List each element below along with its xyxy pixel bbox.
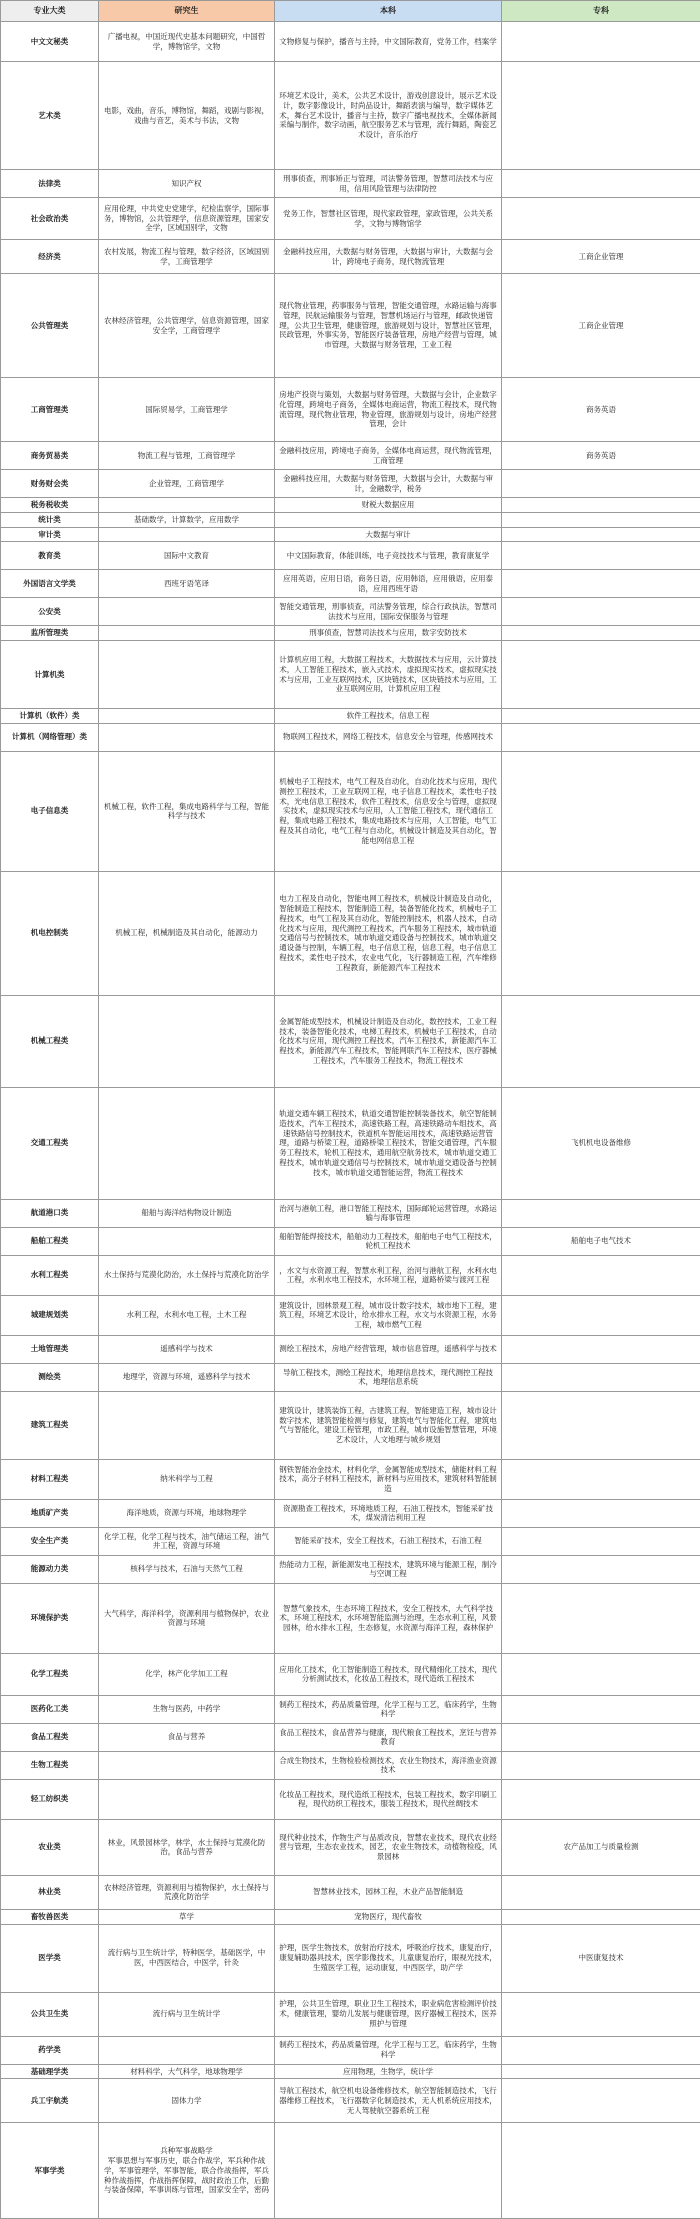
graduate-cell — [99, 1295, 275, 1335]
graduate-cell — [99, 1555, 275, 1583]
graduate-text: 材料科学，大气科学，地球物理学 — [102, 2067, 271, 2077]
category-cell: 食品工程类 — [1, 1723, 99, 1751]
college-cell — [502, 598, 700, 626]
undergraduate-cell: 合成生物技术，生物检验检测技术，农业生物技术，海洋渔业资源技术 — [275, 1751, 502, 1779]
table-row — [1, 1751, 700, 1779]
college-cell — [502, 1199, 700, 1227]
graduate-cell — [99, 240, 275, 274]
college-cell — [502, 1751, 700, 1779]
college-cell — [502, 1499, 700, 1527]
table-row — [1, 1527, 700, 1555]
graduate-cell — [99, 512, 275, 527]
college-cell — [502, 1527, 700, 1555]
graduate-cell — [99, 1363, 275, 1391]
table-row — [1, 512, 700, 527]
graduate-cell — [99, 2064, 275, 2079]
college-cell: 商务英语 — [502, 378, 700, 442]
college-cell: 工商企业管理 — [502, 240, 700, 274]
category-cell: 社会政治类 — [1, 198, 99, 240]
table-row — [1, 170, 700, 198]
table-row — [1, 1695, 700, 1723]
undergraduate-cell: 金属智能成型技术，机械设计制造及自动化，数控技术，工业工程技术，装备智能化技术，电梯工程技术，机械电子工程技术，自动化技术与应用，现代测控工程技术，汽车工程技术，新能源汽车工程技术，新能源汽车工程技术，智能网联汽车工程技术，医疗器械工程技术，汽车服务工程技术，物流工程技术 — [275, 995, 502, 1087]
undergraduate-cell: 船舶智能焊接技术，船舶动力工程技术，船舶电子电气工程技术，轮机工程技术 — [275, 1227, 502, 1255]
college-cell — [502, 527, 700, 542]
college-cell — [502, 1255, 700, 1295]
graduate-cell — [99, 2123, 275, 2219]
college-cell — [502, 1391, 700, 1459]
undergraduate-cell: 建筑设计，建筑装饰工程，古建筑工程，智能建造工程，城市设计数字技术，建筑智能检测与修复，建筑电气与智能化工程，建筑电气与智能化，建设工程管理，市政工程，城市设施智慧管理，环境艺术设计，人文地理与城乡规划 — [275, 1391, 502, 1459]
undergraduate-cell: 护理，医学生物技术，放射治疗技术，呼吸治疗技术，康复治疗，康复辅助器具技术，医学影像技术，儿童康复治疗，眼视光技术，生殖医学工程，运动康复，中西医学，助产学 — [275, 1924, 502, 1992]
college-cell — [502, 1335, 700, 1363]
table-body — [1, 22, 700, 2219]
table-row — [1, 1335, 700, 1363]
graduate-cell — [99, 1087, 275, 1199]
college-cell — [502, 170, 700, 198]
graduate-text: 化学工程，化学工程与技术，油气储运工程，油气井工程，资源与环境 — [102, 1532, 271, 1552]
table-row — [1, 378, 700, 442]
graduate-cell — [99, 2079, 275, 2123]
category-cell: 安全生产类 — [1, 1527, 99, 1555]
undergraduate-cell: 金融科技应用，大数据与财务管理，大数据与会计，大数据与审计，金融数学，税务 — [275, 470, 502, 498]
college-cell — [502, 709, 700, 724]
graduate-text: 核科学与技术，石油与天然气工程 — [102, 1564, 271, 1574]
college-cell: 工商企业管理 — [502, 274, 700, 378]
undergraduate-cell: 软件工程技术，信息工程 — [275, 709, 502, 724]
graduate-cell — [99, 62, 275, 170]
undergraduate-cell: 资源勘查工程技术，环境地质工程，石油工程技术，智能采矿技术，煤炭清洁利用工程 — [275, 1499, 502, 1527]
graduate-cell — [99, 1653, 275, 1695]
table-row — [1, 1227, 700, 1255]
graduate-text: 军事思想与军事历史，联合作战学，军兵种作战学，军事管理学，军事智能，联合作战指挥，军兵种作战指挥，作战指挥保障，战时政治工作，后勤与装备保障，军事训练与管理，国家安全学，密码 — [102, 2156, 271, 2195]
graduate-text: 食品与营养 — [102, 1732, 271, 1742]
undergraduate-cell: 应用物理，生物学，统计学 — [275, 2064, 502, 2079]
category-cell: 土地管理类 — [1, 1335, 99, 1363]
undergraduate-cell: 智慧气象技术，生态环境工程技术，安全工程技术，大气科学技术，环境工程技术，水环境智能监测与治理，生态水利工程，风景园林，给水排水工程，生态修复，水资源与海洋工程，森林保护 — [275, 1583, 502, 1653]
graduate-cell — [99, 527, 275, 542]
graduate-text: 生物与医药，中药学 — [102, 1704, 271, 1714]
table-row — [1, 2036, 700, 2064]
table-row — [1, 1583, 700, 1653]
college-cell: 农产品加工与质量检测 — [502, 1819, 700, 1875]
graduate-text: 农村发展，物流工程与管理，数字经济，区域国别学，工商管理学 — [102, 247, 271, 267]
college-cell — [502, 62, 700, 170]
graduate-text: 林业，风景园林学，林学，水土保持与荒漠化防治，食品与营养 — [102, 1838, 271, 1858]
graduate-text: 船舶与海洋结构物设计制造 — [102, 1208, 271, 1218]
table-row — [1, 470, 700, 498]
category-cell: 林业类 — [1, 1875, 99, 1909]
graduate-cell — [99, 442, 275, 470]
graduate-cell — [99, 22, 275, 62]
graduate-text: 地理学，资源与环境，遥感科学与技术 — [102, 1372, 271, 1382]
table-row — [1, 274, 700, 378]
undergraduate-cell: 电力工程及自动化，智能电网工程技术，机械设计制造及自动化，智能制造工程技术，智能制造工程，装备智能化技术，机械电子工程技术，电气工程及其自动化，智能控制技术，机器人技术，自动化技术与应用，现代测控工程技术，汽车服务工程技术，城市轨道交通信号与控制技术，城市轨道交通设备与控制技术，城市轨道交通设备与控制，车辆工程，电子信息工程，信息工程，电子信息工程技术，柔性电子技术，农业电气化，飞行器制造工程，汽车维修工程教育，新能源汽车工程技术 — [275, 871, 502, 995]
table-row — [1, 1819, 700, 1875]
category-cell: 航道港口类 — [1, 1199, 99, 1227]
graduate-cell — [99, 709, 275, 724]
category-cell: 法律类 — [1, 170, 99, 198]
undergraduate-cell: 金融科技应用，跨境电子商务，全媒体电商运营，现代物流管理，工商管理 — [275, 442, 502, 470]
undergraduate-cell: 钢铁智能冶金技术，材料化学，金属智能成型技术，储能材料工程技术，高分子材料工程技术，新材料与应用技术，建筑材料智能制造 — [275, 1459, 502, 1499]
table-row — [1, 498, 700, 513]
graduate-cell — [99, 498, 275, 513]
graduate-cell — [99, 641, 275, 709]
graduate-text: 农林经济管理，公共管理学，信息资源管理，国家安全学，工商管理学 — [102, 316, 271, 336]
category-cell: 城建规划类 — [1, 1295, 99, 1335]
college-cell — [502, 723, 700, 751]
category-cell: 艺术类 — [1, 62, 99, 170]
graduate-cell — [99, 1751, 275, 1779]
graduate-cell — [99, 1723, 275, 1751]
graduate-text: 广播电视，中国近现代史基本问题研究，中国哲学，博物馆学，文物 — [102, 32, 271, 52]
category-cell: 地质矿产类 — [1, 1499, 99, 1527]
table-row — [1, 1363, 700, 1391]
graduate-cell — [99, 1695, 275, 1723]
college-cell — [502, 1695, 700, 1723]
category-cell: 公共卫生类 — [1, 1992, 99, 2036]
graduate-cell — [99, 871, 275, 995]
table-row — [1, 1255, 700, 1295]
table-row — [1, 626, 700, 641]
college-cell — [502, 1909, 700, 1924]
college-cell — [502, 542, 700, 570]
graduate-cell — [99, 1779, 275, 1819]
undergraduate-cell — [275, 2123, 502, 2219]
undergraduate-cell: 食品工程技术，食品营养与健康，现代粮食工程技术，烹饪与营养教育 — [275, 1723, 502, 1751]
table-row — [1, 1459, 700, 1499]
graduate-text: 海洋地质，资源与环境，地球物理学 — [102, 1508, 271, 1518]
header-undergraduate: 本科 — [275, 1, 502, 22]
graduate-cell — [99, 1992, 275, 2036]
undergraduate-cell: 物联网工程技术，网络工程技术，信息安全与管理，传感网技术 — [275, 723, 502, 751]
undergraduate-cell: 计算机应用工程，大数据工程技术，大数据技术与应用，云计算技术，人工智能工程技术，嵌入式技术，虚拟现实技术，虚拟现实技术与应用，工业互联网技术，区块链技术，区块链技术与应用，工业互联网应用，计算机应用工程 — [275, 641, 502, 709]
college-cell — [502, 2036, 700, 2064]
category-cell: 计算机（软件）类 — [1, 709, 99, 724]
table-row — [1, 198, 700, 240]
category-cell: 环境保护类 — [1, 1583, 99, 1653]
table-row — [1, 1924, 700, 1992]
category-cell: 税务税收类 — [1, 498, 99, 513]
college-cell — [502, 995, 700, 1087]
table-row — [1, 442, 700, 470]
undergraduate-cell: 应用化工技术，化工智能制造工程技术，现代精细化工技术，现代分析测试技术，化妆品工程技术，现代造纸工程技术 — [275, 1653, 502, 1695]
category-cell: 财务财会类 — [1, 470, 99, 498]
graduate-cell — [99, 1875, 275, 1909]
graduate-cell — [99, 751, 275, 871]
graduate-text: 企业管理，工商管理学 — [102, 479, 271, 489]
graduate-text: 电影，戏曲，音乐，博物馆，舞蹈，戏剧与影视，戏曲与音艺，美术与书法，文物 — [102, 106, 271, 126]
undergraduate-cell: 智慧林业技术，园林工程，木业产品智能制造 — [275, 1875, 502, 1909]
table-row — [1, 1087, 700, 1199]
table-row — [1, 871, 700, 995]
category-cell: 统计类 — [1, 512, 99, 527]
category-cell: 审计类 — [1, 527, 99, 542]
graduate-cell — [99, 1909, 275, 1924]
undergraduate-cell: 大数据与审计 — [275, 527, 502, 542]
graduate-text: 固体力学 — [102, 2096, 271, 2106]
category-cell: 公共管理类 — [1, 274, 99, 378]
category-cell: 交通工程类 — [1, 1087, 99, 1199]
college-cell — [502, 1779, 700, 1819]
category-cell: 农业类 — [1, 1819, 99, 1875]
graduate-text: 国际贸易学，工商管理学 — [102, 405, 271, 415]
graduate-text: 流行病与卫生统计学，特种医学，基础医学，中医，中西医结合，中医学，针灸 — [102, 1948, 271, 1968]
graduate-cell — [99, 1924, 275, 1992]
college-cell — [502, 1583, 700, 1653]
table-row — [1, 709, 700, 724]
graduate-text: 遥感科学与技术 — [102, 1344, 271, 1354]
graduate-text: 机械工程，机械制造及其自动化，能源动力 — [102, 928, 271, 938]
graduate-cell — [99, 274, 275, 378]
category-cell: 生物工程类 — [1, 1751, 99, 1779]
undergraduate-cell: 房地产投资与策划，大数据与财务管理，大数据与会计，企业数字化管理，跨境电子商务，全媒体电商运营，物流工程技术，现代物流管理，现代物业管理，物业管理，旅游规划与设计，房地产经营管理，会计 — [275, 378, 502, 442]
undergraduate-cell: 中文国际教育，体能训练，电子竞技技术与管理，教育康复学 — [275, 542, 502, 570]
undergraduate-cell: ，水文与水资源工程，智慧水利工程，治河与港航工程，水利水电工程，水利水电工程技术，水环境工程，道路桥梁与渡河工程 — [275, 1255, 502, 1295]
category-cell: 材料工程类 — [1, 1459, 99, 1499]
college-cell — [502, 626, 700, 641]
graduate-cell — [99, 1819, 275, 1875]
college-cell — [502, 1555, 700, 1583]
college-cell: 中医康复技术 — [502, 1924, 700, 1992]
undergraduate-cell — [275, 512, 502, 527]
table-row — [1, 22, 700, 62]
college-cell — [502, 498, 700, 513]
college-cell — [502, 1723, 700, 1751]
graduate-cell — [99, 1391, 275, 1459]
college-cell — [502, 1459, 700, 1499]
category-cell: 计算机类 — [1, 641, 99, 709]
graduate-text: 兵种军事战略学 — [102, 2146, 271, 2156]
table-row — [1, 1779, 700, 1819]
table-row — [1, 598, 700, 626]
undergraduate-cell: 治河与港航工程，港口智能工程技术，国际邮轮运营管理，水路运输与海事管理 — [275, 1199, 502, 1227]
category-cell: 轻工纺织类 — [1, 1779, 99, 1819]
college-cell — [502, 2123, 700, 2219]
graduate-text: 应用伦理，中共党史党建学，纪检监察学，国际事务，博物馆，公共管理学，信息资源管理，国家安全学，区域国别学，文物 — [102, 204, 271, 233]
graduate-cell — [99, 995, 275, 1087]
table-row — [1, 641, 700, 709]
category-cell: 测绘类 — [1, 1363, 99, 1391]
graduate-cell — [99, 1227, 275, 1255]
graduate-cell — [99, 1527, 275, 1555]
undergraduate-cell: 财税大数据应用 — [275, 498, 502, 513]
graduate-text: 大气科学，海洋科学，资源利用与植物保护，农业资源与环境 — [102, 1609, 271, 1629]
college-cell — [502, 1295, 700, 1335]
category-cell: 军事学类 — [1, 2123, 99, 2219]
undergraduate-cell: 环境艺术设计，美术，公共艺术设计，游戏创意设计，展示艺术设计，数字影像设计，时尚品设计，舞蹈表演与编导，数字媒体艺术，舞台艺术设计，播音与主持，数字广播电视技术，全媒体新闻采编与制作，数字动画，航空服务艺术与管理，流行舞蹈，陶瓷艺术设计，音乐治疗 — [275, 62, 502, 170]
undergraduate-cell: 金融科技应用，大数据与财务管理，大数据与审计，大数据与会计，跨境电子商务，现代物流管理 — [275, 240, 502, 274]
table-row — [1, 240, 700, 274]
category-cell: 经济类 — [1, 240, 99, 274]
category-cell: 能源动力类 — [1, 1555, 99, 1583]
undergraduate-cell: 党务工作，智慧社区管理，现代家政管理，家政管理，公共关系学，文物与博物馆学 — [275, 198, 502, 240]
undergraduate-cell: 智能交通管理，刑事侦查，司法警务管理，综合行政执法，智慧司法技术与应用，国际安保服务与管理 — [275, 598, 502, 626]
category-cell: 教育类 — [1, 542, 99, 570]
category-cell: 机械工程类 — [1, 995, 99, 1087]
graduate-cell — [99, 470, 275, 498]
table-row — [1, 62, 700, 170]
graduate-text: 水土保持与荒漠化防治，水土保持与荒漠化防治学 — [102, 1270, 271, 1280]
undergraduate-cell: 建筑设计，园林景观工程，城市设计数字技术，城市地下工程，建筑工程，环境艺术设计，给水排水工程，水文与水资源工程，水务工程，城市燃气工程 — [275, 1295, 502, 1335]
table-row — [1, 1499, 700, 1527]
graduate-text: 纳米科学与工程 — [102, 1474, 271, 1484]
category-cell: 药学类 — [1, 2036, 99, 2064]
college-cell — [502, 1992, 700, 2036]
undergraduate-cell: 化妆品工程技术，现代造纸工程技术，包装工程技术，数字印刷工程，现代纺织工程技术，服装工程技术，现代丝绸技术 — [275, 1779, 502, 1819]
category-cell: 水利工程类 — [1, 1255, 99, 1295]
college-cell — [502, 2079, 700, 2123]
graduate-cell — [99, 1459, 275, 1499]
college-cell — [502, 1875, 700, 1909]
header-college: 专科 — [502, 1, 700, 22]
college-cell: 船舶电子电气技术 — [502, 1227, 700, 1255]
college-cell — [502, 198, 700, 240]
undergraduate-cell: 热能动力工程，新能源发电工程技术，建筑环境与能源工程，制冷与空调工程 — [275, 1555, 502, 1583]
graduate-cell — [99, 1255, 275, 1295]
category-cell: 电子信息类 — [1, 751, 99, 871]
graduate-cell — [99, 570, 275, 598]
college-cell: 商务英语 — [502, 442, 700, 470]
graduate-cell — [99, 2036, 275, 2064]
table-row — [1, 2079, 700, 2123]
table-row — [1, 1875, 700, 1909]
category-cell: 船舶工程类 — [1, 1227, 99, 1255]
table-row — [1, 1555, 700, 1583]
college-cell — [502, 22, 700, 62]
graduate-text: 基础数学，计算数学，应用数学 — [102, 515, 271, 525]
table-row — [1, 1723, 700, 1751]
undergraduate-cell: 制药工程技术，药品质量管理，化学工程与工艺，临床药学，生物科学 — [275, 2036, 502, 2064]
undergraduate-cell: 制药工程技术，药品质量管理，化学工程与工艺，临床药学，生物科学 — [275, 1695, 502, 1723]
undergraduate-cell: 现代物业管理，药事服务与管理，智能交通管理，水路运输与海事管理，民航运输服务与管理，智慧机场运行与管理，邮政快递管理，公共卫生管理，健康管理，旅游规划与设计，智慧社区管理，民政管理，外事实务，智能医疗装备管理，房地产经营与管理，城市管理，大数据与财务管理，工业工程 — [275, 274, 502, 378]
graduate-cell — [99, 1583, 275, 1653]
undergraduate-cell: 测绘工程技术，房地产经营管理，城市信息管理，遥感科学与技术 — [275, 1335, 502, 1363]
header-row — [1, 1, 700, 22]
graduate-cell — [99, 1499, 275, 1527]
graduate-text: 草学 — [102, 1912, 271, 1922]
graduate-cell — [99, 1335, 275, 1363]
graduate-cell — [99, 598, 275, 626]
category-cell: 基础理学类 — [1, 2064, 99, 2079]
graduate-cell — [99, 378, 275, 442]
college-cell — [502, 751, 700, 871]
graduate-cell — [99, 170, 275, 198]
graduate-cell — [99, 542, 275, 570]
table-row — [1, 1653, 700, 1695]
college-cell — [502, 871, 700, 995]
category-cell: 化学工程类 — [1, 1653, 99, 1695]
undergraduate-cell: 宠物医疗，现代畜牧 — [275, 1909, 502, 1924]
undergraduate-cell: 智能采矿技术，安全工程技术，石油工程技术，石油工程 — [275, 1527, 502, 1555]
table-row — [1, 1391, 700, 1459]
graduate-text: 农林经济管理，资源利用与植物保护，水土保持与荒漠化防治学 — [102, 1883, 271, 1903]
category-cell: 监所管理类 — [1, 626, 99, 641]
graduate-text: 知识产权 — [102, 179, 271, 189]
graduate-cell — [99, 198, 275, 240]
graduate-cell — [99, 723, 275, 751]
category-cell: 公安类 — [1, 598, 99, 626]
category-cell: 机电控制类 — [1, 871, 99, 995]
undergraduate-cell: 刑事侦查，刑事矫正与管理，司法警务管理，智慧司法技术与应用，信用风险管理与法律防控 — [275, 170, 502, 198]
category-cell: 中文文秘类 — [1, 22, 99, 62]
category-cell: 商务贸易类 — [1, 442, 99, 470]
table-row — [1, 542, 700, 570]
undergraduate-cell: 应用英语，应用日语，商务日语，应用韩语，应用俄语，应用泰语，应用西班牙语 — [275, 570, 502, 598]
table-row — [1, 527, 700, 542]
college-cell: 飞机机电设备维修 — [502, 1087, 700, 1199]
table-row — [1, 1909, 700, 1924]
table-row — [1, 751, 700, 871]
category-cell: 工商管理类 — [1, 378, 99, 442]
graduate-text: 西班牙语笔译 — [102, 579, 271, 589]
category-cell: 医学类 — [1, 1924, 99, 1992]
undergraduate-cell: 刑事侦查，智慧司法技术与应用，数字安防技术 — [275, 626, 502, 641]
category-cell: 外国语言文学类 — [1, 570, 99, 598]
college-cell — [502, 570, 700, 598]
undergraduate-cell: 护理，公共卫生管理，职业卫生工程技术，职业病危害检测评价技术，健康管理，婴幼儿发展与健康管理，医疗器械工程技术，医养照护与管理 — [275, 1992, 502, 2036]
table-row — [1, 1295, 700, 1335]
category-cell: 建筑工程类 — [1, 1391, 99, 1459]
undergraduate-cell: 文物修复与保护，播音与主持，中文国际教育，党务工作，档案学 — [275, 22, 502, 62]
undergraduate-cell: 导航工程技术，航空机电设备维修技术，航空智能制造技术，飞行器维修工程技术，飞行器数字化制造技术，无人机系统应用技术，无人驾驶航空器系统工程 — [275, 2079, 502, 2123]
college-cell — [502, 1363, 700, 1391]
undergraduate-cell: 轨道交通车辆工程技术，轨道交通智能控制装备技术，航空智能制造技术，汽车工程技术，高速铁路工程，高速铁路动车组技术，高速铁路信号控制技术，铁道机车智能运用技术，高速铁路运营管理，道路与桥梁工程，道路桥梁工程技术，智能交通管理，汽车服务工程技术，轮机工程技术，通用航空航务技术，城市轨道交通工程技术，城市轨道交通信号与控制技术，城市轨道交通设备与控制技术，城市轨道交通智能运营，物流工程技术 — [275, 1087, 502, 1199]
table-row — [1, 723, 700, 751]
header-category: 专业大类 — [1, 1, 99, 22]
college-cell — [502, 512, 700, 527]
graduate-cell — [99, 626, 275, 641]
table-row — [1, 1199, 700, 1227]
category-cell: 计算机（网络管理）类 — [1, 723, 99, 751]
graduate-text: 物流工程与管理，工商管理学 — [102, 451, 271, 461]
graduate-text: 机械工程，软件工程，集成电路科学与工程，智能科学与技术 — [102, 802, 271, 822]
graduate-text: 国际中文教育 — [102, 551, 271, 561]
undergraduate-cell: 机械电子工程技术，电气工程及自动化，自动化技术与应用，现代测控工程技术，工业互联网工程，电子信息工程技术，柔性电子技术，光电信息工程技术，软件工程技术，信息安全与管理，虚拟现实技术，虚拟现实技术与应用，人工智能工程技术，现代通信工程，集成电路工程技术，集成电路技术与应用，人工智能，电气工程及其自动化，电气工程与自动化，机械设计制造及其自动化，智能电网信息工程 — [275, 751, 502, 871]
header-graduate: 研究生 — [99, 1, 275, 22]
category-cell: 畜牧兽医类 — [1, 1909, 99, 1924]
college-cell — [502, 470, 700, 498]
undergraduate-cell: 现代种业技术，作物生产与品质改良，智慧农业技术，现代农业经营与管理，生态农业技术，园艺，农业生物技术，动植物检疫，风景园林 — [275, 1819, 502, 1875]
table-row — [1, 570, 700, 598]
table-row — [1, 2064, 700, 2079]
graduate-cell — [99, 1199, 275, 1227]
college-cell — [502, 1653, 700, 1695]
table-row — [1, 995, 700, 1087]
table-row — [1, 1992, 700, 2036]
undergraduate-cell: 导航工程技术，测绘工程技术，地理信息技术，现代测控工程技术，地理信息系统 — [275, 1363, 502, 1391]
graduate-text: 化学，林产化学加工工程 — [102, 1669, 271, 1679]
college-cell — [502, 641, 700, 709]
graduate-text: 水利工程，水利水电工程，土木工程 — [102, 1310, 271, 1320]
graduate-text: 流行病与卫生统计学 — [102, 2009, 271, 2019]
college-cell — [502, 2064, 700, 2079]
table-row — [1, 2123, 700, 2219]
category-cell: 医药化工类 — [1, 1695, 99, 1723]
category-cell: 兵工宇航类 — [1, 2079, 99, 2123]
